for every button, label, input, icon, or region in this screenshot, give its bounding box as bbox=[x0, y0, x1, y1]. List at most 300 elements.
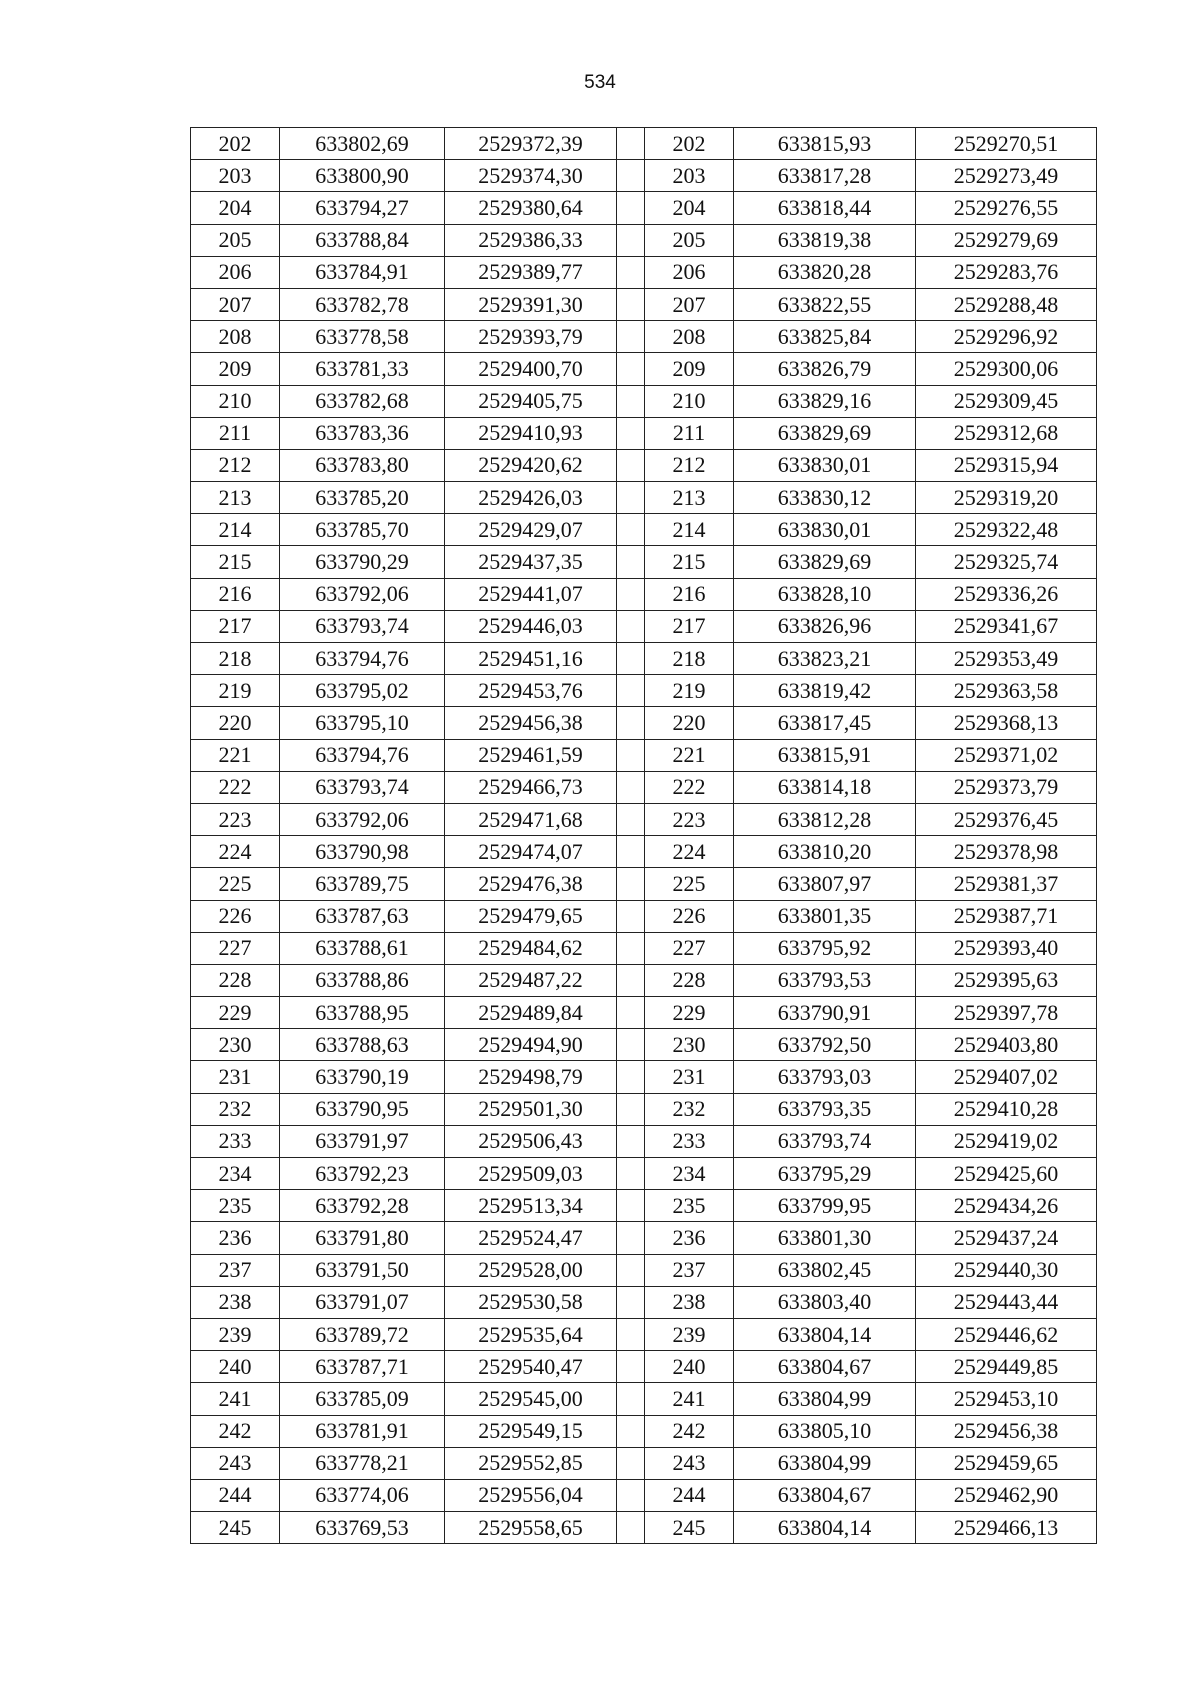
separator-cell bbox=[617, 610, 645, 642]
left-point-number-cell: 234 bbox=[191, 1158, 280, 1190]
right-x-coordinate-cell: 633801,35 bbox=[734, 900, 916, 932]
right-x-coordinate-cell: 633793,03 bbox=[734, 1061, 916, 1093]
left-y-coordinate-cell: 2529391,30 bbox=[445, 288, 617, 320]
separator-cell bbox=[617, 546, 645, 578]
separator-cell bbox=[617, 1158, 645, 1190]
right-point-number-cell: 215 bbox=[645, 546, 734, 578]
left-point-number-cell: 225 bbox=[191, 868, 280, 900]
right-point-number-cell: 232 bbox=[645, 1093, 734, 1125]
right-y-coordinate-cell: 2529449,85 bbox=[916, 1351, 1097, 1383]
left-x-coordinate-cell: 633795,02 bbox=[280, 675, 445, 707]
left-y-coordinate-cell: 2529513,34 bbox=[445, 1190, 617, 1222]
left-point-number-cell: 229 bbox=[191, 997, 280, 1029]
table-row bbox=[191, 1351, 1097, 1383]
left-y-coordinate-cell: 2529540,47 bbox=[445, 1351, 617, 1383]
right-x-coordinate-cell: 633804,99 bbox=[734, 1383, 916, 1415]
table-row bbox=[191, 1061, 1097, 1093]
right-point-number-cell: 207 bbox=[645, 288, 734, 320]
right-point-number-cell: 205 bbox=[645, 224, 734, 256]
right-x-coordinate-cell: 633810,20 bbox=[734, 836, 916, 868]
right-y-coordinate-cell: 2529453,10 bbox=[916, 1383, 1097, 1415]
table-row bbox=[191, 385, 1097, 417]
left-x-coordinate-cell: 633789,75 bbox=[280, 868, 445, 900]
right-x-coordinate-cell: 633819,42 bbox=[734, 675, 916, 707]
left-point-number-cell: 203 bbox=[191, 160, 280, 192]
right-x-coordinate-cell: 633819,38 bbox=[734, 224, 916, 256]
table-row bbox=[191, 932, 1097, 964]
table-row bbox=[191, 256, 1097, 288]
left-y-coordinate-cell: 2529545,00 bbox=[445, 1383, 617, 1415]
separator-cell bbox=[617, 1093, 645, 1125]
right-x-coordinate-cell: 633804,14 bbox=[734, 1318, 916, 1350]
left-y-coordinate-cell: 2529429,07 bbox=[445, 514, 617, 546]
right-y-coordinate-cell: 2529279,69 bbox=[916, 224, 1097, 256]
right-x-coordinate-cell: 633805,10 bbox=[734, 1415, 916, 1447]
left-point-number-cell: 202 bbox=[191, 128, 280, 160]
left-point-number-cell: 219 bbox=[191, 675, 280, 707]
right-point-number-cell: 220 bbox=[645, 707, 734, 739]
right-point-number-cell: 229 bbox=[645, 997, 734, 1029]
table-row bbox=[191, 1286, 1097, 1318]
separator-cell bbox=[617, 675, 645, 707]
left-x-coordinate-cell: 633793,74 bbox=[280, 610, 445, 642]
right-x-coordinate-cell: 633804,67 bbox=[734, 1351, 916, 1383]
right-point-number-cell: 221 bbox=[645, 739, 734, 771]
right-x-coordinate-cell: 633790,91 bbox=[734, 997, 916, 1029]
separator-cell bbox=[617, 1415, 645, 1447]
left-point-number-cell: 212 bbox=[191, 449, 280, 481]
left-x-coordinate-cell: 633791,80 bbox=[280, 1222, 445, 1254]
left-x-coordinate-cell: 633785,70 bbox=[280, 514, 445, 546]
right-point-number-cell: 224 bbox=[645, 836, 734, 868]
left-y-coordinate-cell: 2529386,33 bbox=[445, 224, 617, 256]
right-point-number-cell: 244 bbox=[645, 1479, 734, 1511]
right-x-coordinate-cell: 633823,21 bbox=[734, 643, 916, 675]
separator-cell bbox=[617, 256, 645, 288]
table-row bbox=[191, 128, 1097, 160]
left-point-number-cell: 226 bbox=[191, 900, 280, 932]
right-x-coordinate-cell: 633822,55 bbox=[734, 288, 916, 320]
left-point-number-cell: 232 bbox=[191, 1093, 280, 1125]
left-x-coordinate-cell: 633781,91 bbox=[280, 1415, 445, 1447]
left-x-coordinate-cell: 633783,36 bbox=[280, 417, 445, 449]
right-point-number-cell: 210 bbox=[645, 385, 734, 417]
right-y-coordinate-cell: 2529440,30 bbox=[916, 1254, 1097, 1286]
separator-cell bbox=[617, 1222, 645, 1254]
left-point-number-cell: 218 bbox=[191, 643, 280, 675]
left-point-number-cell: 216 bbox=[191, 578, 280, 610]
left-x-coordinate-cell: 633790,29 bbox=[280, 546, 445, 578]
right-point-number-cell: 216 bbox=[645, 578, 734, 610]
left-point-number-cell: 205 bbox=[191, 224, 280, 256]
right-y-coordinate-cell: 2529419,02 bbox=[916, 1125, 1097, 1157]
left-y-coordinate-cell: 2529389,77 bbox=[445, 256, 617, 288]
separator-cell bbox=[617, 803, 645, 835]
right-point-number-cell: 222 bbox=[645, 771, 734, 803]
left-y-coordinate-cell: 2529489,84 bbox=[445, 997, 617, 1029]
right-x-coordinate-cell: 633801,30 bbox=[734, 1222, 916, 1254]
separator-cell bbox=[617, 1351, 645, 1383]
left-y-coordinate-cell: 2529479,65 bbox=[445, 900, 617, 932]
right-x-coordinate-cell: 633804,14 bbox=[734, 1512, 916, 1544]
right-x-coordinate-cell: 633829,16 bbox=[734, 385, 916, 417]
separator-cell bbox=[617, 900, 645, 932]
right-y-coordinate-cell: 2529378,98 bbox=[916, 836, 1097, 868]
left-x-coordinate-cell: 633791,97 bbox=[280, 1125, 445, 1157]
separator-cell bbox=[617, 771, 645, 803]
right-y-coordinate-cell: 2529371,02 bbox=[916, 739, 1097, 771]
left-x-coordinate-cell: 633790,98 bbox=[280, 836, 445, 868]
right-x-coordinate-cell: 633792,50 bbox=[734, 1029, 916, 1061]
right-x-coordinate-cell: 633830,01 bbox=[734, 514, 916, 546]
separator-cell bbox=[617, 1125, 645, 1157]
table-row bbox=[191, 610, 1097, 642]
separator-cell bbox=[617, 482, 645, 514]
left-point-number-cell: 242 bbox=[191, 1415, 280, 1447]
right-y-coordinate-cell: 2529395,63 bbox=[916, 964, 1097, 996]
table-row bbox=[191, 836, 1097, 868]
left-y-coordinate-cell: 2529437,35 bbox=[445, 546, 617, 578]
right-x-coordinate-cell: 633803,40 bbox=[734, 1286, 916, 1318]
separator-cell bbox=[617, 224, 645, 256]
right-y-coordinate-cell: 2529368,13 bbox=[916, 707, 1097, 739]
left-x-coordinate-cell: 633800,90 bbox=[280, 160, 445, 192]
right-y-coordinate-cell: 2529443,44 bbox=[916, 1286, 1097, 1318]
right-point-number-cell: 203 bbox=[645, 160, 734, 192]
table-row bbox=[191, 1318, 1097, 1350]
right-y-coordinate-cell: 2529410,28 bbox=[916, 1093, 1097, 1125]
left-point-number-cell: 208 bbox=[191, 321, 280, 353]
table-row bbox=[191, 739, 1097, 771]
left-x-coordinate-cell: 633778,58 bbox=[280, 321, 445, 353]
left-y-coordinate-cell: 2529456,38 bbox=[445, 707, 617, 739]
separator-cell bbox=[617, 739, 645, 771]
right-x-coordinate-cell: 633825,84 bbox=[734, 321, 916, 353]
left-x-coordinate-cell: 633769,53 bbox=[280, 1512, 445, 1544]
right-x-coordinate-cell: 633818,44 bbox=[734, 192, 916, 224]
left-y-coordinate-cell: 2529372,39 bbox=[445, 128, 617, 160]
left-point-number-cell: 244 bbox=[191, 1479, 280, 1511]
left-y-coordinate-cell: 2529509,03 bbox=[445, 1158, 617, 1190]
left-x-coordinate-cell: 633787,63 bbox=[280, 900, 445, 932]
separator-cell bbox=[617, 1286, 645, 1318]
left-x-coordinate-cell: 633793,74 bbox=[280, 771, 445, 803]
page-number: 534 bbox=[584, 72, 616, 93]
separator-cell bbox=[617, 932, 645, 964]
right-y-coordinate-cell: 2529312,68 bbox=[916, 417, 1097, 449]
left-y-coordinate-cell: 2529549,15 bbox=[445, 1415, 617, 1447]
right-x-coordinate-cell: 633814,18 bbox=[734, 771, 916, 803]
table-row bbox=[191, 1125, 1097, 1157]
right-x-coordinate-cell: 633829,69 bbox=[734, 546, 916, 578]
left-x-coordinate-cell: 633790,95 bbox=[280, 1093, 445, 1125]
right-point-number-cell: 235 bbox=[645, 1190, 734, 1222]
left-y-coordinate-cell: 2529410,93 bbox=[445, 417, 617, 449]
right-y-coordinate-cell: 2529397,78 bbox=[916, 997, 1097, 1029]
table-row bbox=[191, 1415, 1097, 1447]
left-y-coordinate-cell: 2529380,64 bbox=[445, 192, 617, 224]
left-x-coordinate-cell: 633788,86 bbox=[280, 964, 445, 996]
right-point-number-cell: 202 bbox=[645, 128, 734, 160]
right-point-number-cell: 208 bbox=[645, 321, 734, 353]
table-row bbox=[191, 1190, 1097, 1222]
left-point-number-cell: 220 bbox=[191, 707, 280, 739]
separator-cell bbox=[617, 964, 645, 996]
left-y-coordinate-cell: 2529487,22 bbox=[445, 964, 617, 996]
left-point-number-cell: 237 bbox=[191, 1254, 280, 1286]
left-x-coordinate-cell: 633794,27 bbox=[280, 192, 445, 224]
left-x-coordinate-cell: 633791,07 bbox=[280, 1286, 445, 1318]
right-y-coordinate-cell: 2529363,58 bbox=[916, 675, 1097, 707]
right-y-coordinate-cell: 2529393,40 bbox=[916, 932, 1097, 964]
coordinates-table bbox=[190, 127, 1097, 1544]
separator-cell bbox=[617, 1254, 645, 1286]
right-x-coordinate-cell: 633815,93 bbox=[734, 128, 916, 160]
right-y-coordinate-cell: 2529319,20 bbox=[916, 482, 1097, 514]
table-row bbox=[191, 192, 1097, 224]
left-y-coordinate-cell: 2529506,43 bbox=[445, 1125, 617, 1157]
separator-cell bbox=[617, 578, 645, 610]
left-x-coordinate-cell: 633792,23 bbox=[280, 1158, 445, 1190]
left-x-coordinate-cell: 633791,50 bbox=[280, 1254, 445, 1286]
right-y-coordinate-cell: 2529276,55 bbox=[916, 192, 1097, 224]
separator-cell bbox=[617, 1447, 645, 1479]
table-row bbox=[191, 288, 1097, 320]
left-point-number-cell: 245 bbox=[191, 1512, 280, 1544]
right-y-coordinate-cell: 2529325,74 bbox=[916, 546, 1097, 578]
right-point-number-cell: 242 bbox=[645, 1415, 734, 1447]
right-y-coordinate-cell: 2529273,49 bbox=[916, 160, 1097, 192]
table-row bbox=[191, 1158, 1097, 1190]
left-y-coordinate-cell: 2529530,58 bbox=[445, 1286, 617, 1318]
left-point-number-cell: 206 bbox=[191, 256, 280, 288]
right-y-coordinate-cell: 2529283,76 bbox=[916, 256, 1097, 288]
right-x-coordinate-cell: 633817,45 bbox=[734, 707, 916, 739]
right-y-coordinate-cell: 2529373,79 bbox=[916, 771, 1097, 803]
left-point-number-cell: 213 bbox=[191, 482, 280, 514]
separator-cell bbox=[617, 1190, 645, 1222]
table-row bbox=[191, 578, 1097, 610]
left-y-coordinate-cell: 2529476,38 bbox=[445, 868, 617, 900]
right-point-number-cell: 206 bbox=[645, 256, 734, 288]
left-point-number-cell: 222 bbox=[191, 771, 280, 803]
left-y-coordinate-cell: 2529393,79 bbox=[445, 321, 617, 353]
right-point-number-cell: 243 bbox=[645, 1447, 734, 1479]
table-row bbox=[191, 417, 1097, 449]
right-x-coordinate-cell: 633793,74 bbox=[734, 1125, 916, 1157]
left-x-coordinate-cell: 633792,28 bbox=[280, 1190, 445, 1222]
right-point-number-cell: 225 bbox=[645, 868, 734, 900]
table-row bbox=[191, 482, 1097, 514]
left-point-number-cell: 243 bbox=[191, 1447, 280, 1479]
right-x-coordinate-cell: 633830,01 bbox=[734, 449, 916, 481]
table-row bbox=[191, 1479, 1097, 1511]
right-y-coordinate-cell: 2529381,37 bbox=[916, 868, 1097, 900]
left-y-coordinate-cell: 2529451,16 bbox=[445, 643, 617, 675]
separator-cell bbox=[617, 385, 645, 417]
left-x-coordinate-cell: 633795,10 bbox=[280, 707, 445, 739]
right-point-number-cell: 217 bbox=[645, 610, 734, 642]
table-row bbox=[191, 1254, 1097, 1286]
table-row bbox=[191, 771, 1097, 803]
table-row bbox=[191, 1447, 1097, 1479]
left-x-coordinate-cell: 633774,06 bbox=[280, 1479, 445, 1511]
separator-cell bbox=[617, 321, 645, 353]
left-y-coordinate-cell: 2529466,73 bbox=[445, 771, 617, 803]
right-y-coordinate-cell: 2529403,80 bbox=[916, 1029, 1097, 1061]
left-x-coordinate-cell: 633790,19 bbox=[280, 1061, 445, 1093]
right-y-coordinate-cell: 2529425,60 bbox=[916, 1158, 1097, 1190]
left-point-number-cell: 223 bbox=[191, 803, 280, 835]
separator-cell bbox=[617, 836, 645, 868]
right-point-number-cell: 228 bbox=[645, 964, 734, 996]
left-x-coordinate-cell: 633802,69 bbox=[280, 128, 445, 160]
right-point-number-cell: 233 bbox=[645, 1125, 734, 1157]
left-x-coordinate-cell: 633782,78 bbox=[280, 288, 445, 320]
table-row bbox=[191, 675, 1097, 707]
right-x-coordinate-cell: 633802,45 bbox=[734, 1254, 916, 1286]
right-x-coordinate-cell: 633793,53 bbox=[734, 964, 916, 996]
left-x-coordinate-cell: 633783,80 bbox=[280, 449, 445, 481]
right-point-number-cell: 239 bbox=[645, 1318, 734, 1350]
right-x-coordinate-cell: 633815,91 bbox=[734, 739, 916, 771]
right-point-number-cell: 213 bbox=[645, 482, 734, 514]
left-y-coordinate-cell: 2529405,75 bbox=[445, 385, 617, 417]
left-y-coordinate-cell: 2529494,90 bbox=[445, 1029, 617, 1061]
right-y-coordinate-cell: 2529407,02 bbox=[916, 1061, 1097, 1093]
left-x-coordinate-cell: 633788,63 bbox=[280, 1029, 445, 1061]
left-point-number-cell: 231 bbox=[191, 1061, 280, 1093]
right-point-number-cell: 234 bbox=[645, 1158, 734, 1190]
right-y-coordinate-cell: 2529466,13 bbox=[916, 1512, 1097, 1544]
separator-cell bbox=[617, 1512, 645, 1544]
left-x-coordinate-cell: 633794,76 bbox=[280, 739, 445, 771]
separator-cell bbox=[617, 160, 645, 192]
left-point-number-cell: 217 bbox=[191, 610, 280, 642]
left-y-coordinate-cell: 2529528,00 bbox=[445, 1254, 617, 1286]
table-row bbox=[191, 900, 1097, 932]
left-x-coordinate-cell: 633792,06 bbox=[280, 578, 445, 610]
right-y-coordinate-cell: 2529446,62 bbox=[916, 1318, 1097, 1350]
separator-cell bbox=[617, 353, 645, 385]
right-x-coordinate-cell: 633826,96 bbox=[734, 610, 916, 642]
right-point-number-cell: 211 bbox=[645, 417, 734, 449]
table-row bbox=[191, 997, 1097, 1029]
left-y-coordinate-cell: 2529558,65 bbox=[445, 1512, 617, 1544]
right-y-coordinate-cell: 2529322,48 bbox=[916, 514, 1097, 546]
separator-cell bbox=[617, 1479, 645, 1511]
right-y-coordinate-cell: 2529300,06 bbox=[916, 353, 1097, 385]
right-x-coordinate-cell: 633830,12 bbox=[734, 482, 916, 514]
table-row bbox=[191, 224, 1097, 256]
right-point-number-cell: 231 bbox=[645, 1061, 734, 1093]
left-y-coordinate-cell: 2529498,79 bbox=[445, 1061, 617, 1093]
table-row bbox=[191, 1512, 1097, 1544]
right-y-coordinate-cell: 2529437,24 bbox=[916, 1222, 1097, 1254]
table-row bbox=[191, 803, 1097, 835]
right-x-coordinate-cell: 633817,28 bbox=[734, 160, 916, 192]
left-point-number-cell: 227 bbox=[191, 932, 280, 964]
separator-cell bbox=[617, 192, 645, 224]
separator-cell bbox=[617, 868, 645, 900]
left-x-coordinate-cell: 633778,21 bbox=[280, 1447, 445, 1479]
left-x-coordinate-cell: 633794,76 bbox=[280, 643, 445, 675]
left-y-coordinate-cell: 2529552,85 bbox=[445, 1447, 617, 1479]
right-point-number-cell: 212 bbox=[645, 449, 734, 481]
right-y-coordinate-cell: 2529336,26 bbox=[916, 578, 1097, 610]
left-y-coordinate-cell: 2529524,47 bbox=[445, 1222, 617, 1254]
left-x-coordinate-cell: 633781,33 bbox=[280, 353, 445, 385]
right-y-coordinate-cell: 2529309,45 bbox=[916, 385, 1097, 417]
separator-cell bbox=[617, 707, 645, 739]
right-x-coordinate-cell: 633795,92 bbox=[734, 932, 916, 964]
separator-cell bbox=[617, 1318, 645, 1350]
right-x-coordinate-cell: 633793,35 bbox=[734, 1093, 916, 1125]
right-x-coordinate-cell: 633804,67 bbox=[734, 1479, 916, 1511]
right-y-coordinate-cell: 2529288,48 bbox=[916, 288, 1097, 320]
left-y-coordinate-cell: 2529400,70 bbox=[445, 353, 617, 385]
left-y-coordinate-cell: 2529535,64 bbox=[445, 1318, 617, 1350]
table-row bbox=[191, 353, 1097, 385]
right-x-coordinate-cell: 633795,29 bbox=[734, 1158, 916, 1190]
left-point-number-cell: 209 bbox=[191, 353, 280, 385]
right-point-number-cell: 241 bbox=[645, 1383, 734, 1415]
left-y-coordinate-cell: 2529474,07 bbox=[445, 836, 617, 868]
right-y-coordinate-cell: 2529387,71 bbox=[916, 900, 1097, 932]
separator-cell bbox=[617, 514, 645, 546]
right-x-coordinate-cell: 633826,79 bbox=[734, 353, 916, 385]
left-point-number-cell: 214 bbox=[191, 514, 280, 546]
left-x-coordinate-cell: 633788,95 bbox=[280, 997, 445, 1029]
right-point-number-cell: 238 bbox=[645, 1286, 734, 1318]
right-point-number-cell: 223 bbox=[645, 803, 734, 835]
separator-cell bbox=[617, 1383, 645, 1415]
right-point-number-cell: 236 bbox=[645, 1222, 734, 1254]
left-point-number-cell: 211 bbox=[191, 417, 280, 449]
table-row bbox=[191, 160, 1097, 192]
left-y-coordinate-cell: 2529420,62 bbox=[445, 449, 617, 481]
right-point-number-cell: 226 bbox=[645, 900, 734, 932]
separator-cell bbox=[617, 997, 645, 1029]
left-point-number-cell: 240 bbox=[191, 1351, 280, 1383]
table-row bbox=[191, 1029, 1097, 1061]
left-y-coordinate-cell: 2529426,03 bbox=[445, 482, 617, 514]
left-x-coordinate-cell: 633788,84 bbox=[280, 224, 445, 256]
left-y-coordinate-cell: 2529446,03 bbox=[445, 610, 617, 642]
right-x-coordinate-cell: 633807,97 bbox=[734, 868, 916, 900]
left-point-number-cell: 204 bbox=[191, 192, 280, 224]
table-row bbox=[191, 1093, 1097, 1125]
table-row bbox=[191, 643, 1097, 675]
table-row bbox=[191, 1222, 1097, 1254]
left-point-number-cell: 233 bbox=[191, 1125, 280, 1157]
separator-cell bbox=[617, 1029, 645, 1061]
right-x-coordinate-cell: 633820,28 bbox=[734, 256, 916, 288]
right-y-coordinate-cell: 2529315,94 bbox=[916, 449, 1097, 481]
left-point-number-cell: 210 bbox=[191, 385, 280, 417]
left-point-number-cell: 230 bbox=[191, 1029, 280, 1061]
left-point-number-cell: 221 bbox=[191, 739, 280, 771]
right-y-coordinate-cell: 2529456,38 bbox=[916, 1415, 1097, 1447]
right-y-coordinate-cell: 2529459,65 bbox=[916, 1447, 1097, 1479]
left-point-number-cell: 241 bbox=[191, 1383, 280, 1415]
right-y-coordinate-cell: 2529270,51 bbox=[916, 128, 1097, 160]
right-point-number-cell: 227 bbox=[645, 932, 734, 964]
left-point-number-cell: 236 bbox=[191, 1222, 280, 1254]
left-x-coordinate-cell: 633782,68 bbox=[280, 385, 445, 417]
left-y-coordinate-cell: 2529501,30 bbox=[445, 1093, 617, 1125]
table-row bbox=[191, 546, 1097, 578]
